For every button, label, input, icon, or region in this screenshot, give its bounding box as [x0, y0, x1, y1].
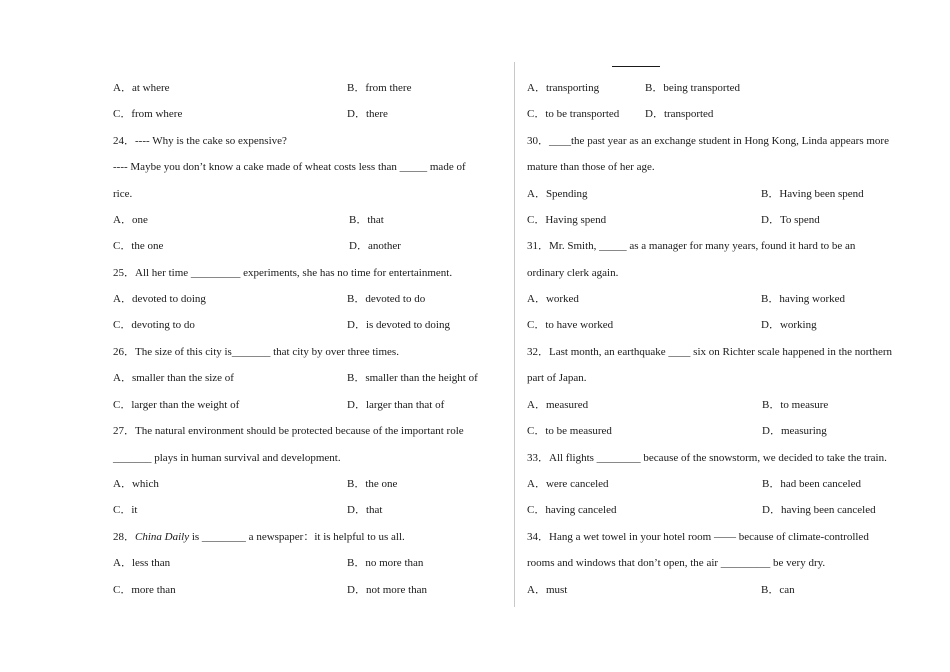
q26-option-a: A．smaller than the size of [113, 372, 234, 384]
q27-option-d: D．that [347, 504, 383, 516]
q31-stem-line1: 31．Mr. Smith, _____ as a manager for many years, found it hard to be an [527, 240, 856, 252]
q33-option-c: C．having canceled [527, 504, 617, 516]
q32-option-a: A．measured [527, 399, 589, 411]
q27-option-c: C．it [113, 504, 138, 516]
q25-stem: 25．All her time _________ experiments, she has no time for entertainment. [113, 267, 453, 279]
q25-option-b: B．devoted to do [347, 293, 426, 305]
q31-option-b: B．having worked [761, 293, 846, 305]
q24-stem-line2: ---- Maybe you don’t know a cake made of wheat costs less than _____ made of [113, 161, 466, 173]
q28-option-c: C．more than [113, 584, 176, 596]
q30-stem-line2: mature than those of her age. [527, 161, 655, 173]
q27-option-a: A．which [113, 478, 159, 490]
q33-option-a: A．were canceled [527, 478, 609, 490]
q31-option-a: A．worked [527, 293, 579, 305]
q33-option-d: D．having been canceled [762, 504, 876, 516]
q33-stem: 33．All flights ________ because of the snowstorm, we decided to take the train. [527, 452, 887, 464]
q24-stem-line1: 24．---- Why is the cake so expensive? [113, 135, 287, 147]
q29-option-c: C．to be transported [527, 108, 620, 120]
q29-option-d: D．transported [645, 108, 714, 120]
q25-option-c: C．devoting to do [113, 319, 195, 331]
q32-option-b: B．to measure [762, 399, 829, 411]
q32-option-c: C．to be measured [527, 425, 612, 437]
q32-stem-line1: 32．Last month, an earthquake ____ six on Richter scale happened in the northern [527, 346, 893, 358]
q28-option-b: B．no more than [347, 557, 424, 569]
q27-option-b: B．the one [347, 478, 398, 490]
q29-option-a: A．transporting [527, 82, 600, 94]
q28-number: 28． [113, 531, 135, 543]
q32-stem-line2: part of Japan. [527, 372, 587, 384]
q30-option-b: B．Having been spend [761, 188, 864, 200]
q24-option-d: D．another [349, 240, 401, 252]
q24-stem-line3: rice. [113, 188, 133, 200]
left-column [113, 0, 503, 672]
q34-stem-line1: 34．Hang a wet towel in your hotel room —— because of climate-controlled [527, 531, 869, 543]
q30-option-a: A．Spending [527, 188, 588, 200]
q26-option-c: C．larger than the weight of [113, 399, 240, 411]
q23-option-a: A．at where [113, 82, 170, 94]
q34-option-a: A．must [527, 584, 568, 596]
q34-stem-line2: rooms and windows that don’t open, the air _________ be very dry. [527, 557, 826, 569]
right-column [527, 0, 927, 672]
q26-stem: 26．The size of this city is_______ that city by over three times. [113, 346, 399, 358]
q23-option-c: C．from where [113, 108, 183, 120]
q23-option-d: D．there [347, 108, 388, 120]
column-divider [514, 62, 515, 607]
q27-stem-line2: _______ plays in human survival and development. [113, 452, 341, 464]
q28-option-a: A．less than [113, 557, 171, 569]
q31-stem-line2: ordinary clerk again. [527, 267, 619, 279]
q28-newspaper-title: China Daily [135, 531, 190, 543]
q30-option-d: D．To spend [761, 214, 820, 226]
q27-stem-line1: 27．The natural environment should be protected because of the important role [113, 425, 464, 437]
q29-option-b: B．being transported [645, 82, 741, 94]
q25-option-a: A．devoted to doing [113, 293, 206, 305]
q31-option-c: C．to have worked [527, 319, 614, 331]
q25-option-d: D．is devoted to doing [347, 319, 450, 331]
q26-option-d: D．larger than that of [347, 399, 445, 411]
q28-option-d: D．not more than [347, 584, 428, 596]
q30-option-c: C．Having spend [527, 214, 607, 226]
q32-option-d: D．measuring [762, 425, 827, 437]
q34-option-b: B．can [761, 584, 795, 596]
q24-option-b: B．that [349, 214, 384, 226]
q23-option-b: B．from there [347, 82, 412, 94]
q24-option-a: A．one [113, 214, 148, 226]
q30-stem-line1: 30．____the past year as an exchange student in Hong Kong, Linda appears more [527, 135, 889, 147]
q28-stem [113, 530, 405, 544]
q24-option-c: C．the one [113, 240, 164, 252]
q31-option-d: D．working [761, 319, 817, 331]
q33-option-b: B．had been canceled [762, 478, 861, 490]
q28-stem-rest: is ________ a newspaper：it is helpful to us all. [189, 531, 405, 543]
q26-option-b: B．smaller than the height of [347, 372, 478, 384]
